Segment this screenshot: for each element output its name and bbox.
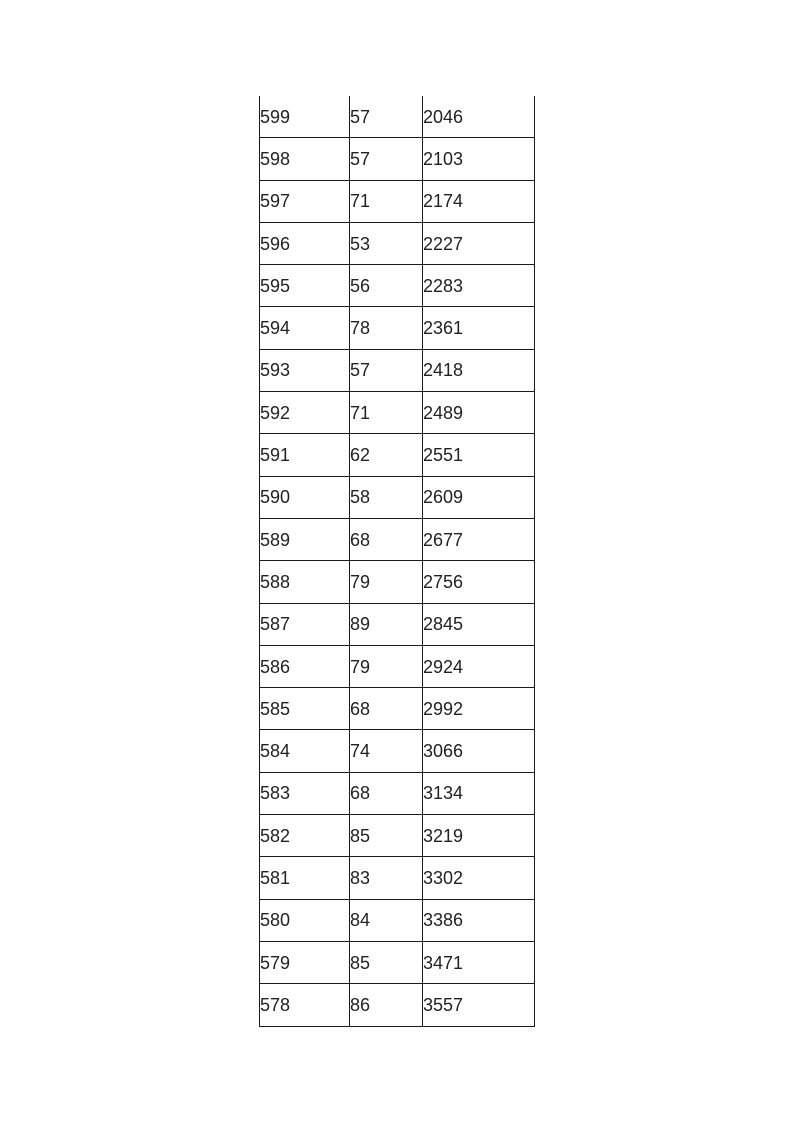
table-row	[260, 349, 535, 391]
table-row	[260, 984, 535, 1026]
count-cell: 79	[350, 645, 423, 687]
cumulative-cell: 3557	[423, 984, 535, 1026]
table-row	[260, 561, 535, 603]
count-cell: 85	[350, 815, 423, 857]
table-row	[260, 307, 535, 349]
cumulative-cell: 2361	[423, 307, 535, 349]
score-cell: 578	[260, 984, 350, 1026]
score-cell: 592	[260, 392, 350, 434]
cumulative-cell: 2845	[423, 603, 535, 645]
table-row	[260, 138, 535, 180]
table-row	[260, 857, 535, 899]
cumulative-cell: 2174	[423, 180, 535, 222]
cumulative-cell: 3066	[423, 730, 535, 772]
table-row	[260, 730, 535, 772]
score-cell: 581	[260, 857, 350, 899]
score-cell: 587	[260, 603, 350, 645]
score-cell: 580	[260, 899, 350, 941]
count-cell: 84	[350, 899, 423, 941]
count-cell: 71	[350, 180, 423, 222]
score-cell: 583	[260, 772, 350, 814]
table-row	[260, 815, 535, 857]
count-cell: 85	[350, 941, 423, 983]
table-row	[260, 265, 535, 307]
table-row	[260, 96, 535, 138]
count-cell: 74	[350, 730, 423, 772]
count-cell: 68	[350, 518, 423, 560]
count-cell: 71	[350, 392, 423, 434]
table-row	[260, 645, 535, 687]
score-table	[259, 96, 535, 1027]
score-cell: 599	[260, 96, 350, 138]
count-cell: 86	[350, 984, 423, 1026]
cumulative-cell: 2283	[423, 265, 535, 307]
score-cell: 597	[260, 180, 350, 222]
count-cell: 68	[350, 688, 423, 730]
score-cell: 582	[260, 815, 350, 857]
cumulative-cell: 2756	[423, 561, 535, 603]
table-row	[260, 603, 535, 645]
cumulative-cell: 2992	[423, 688, 535, 730]
score-cell: 595	[260, 265, 350, 307]
table-row	[260, 941, 535, 983]
cumulative-cell: 2489	[423, 392, 535, 434]
count-cell: 62	[350, 434, 423, 476]
table-row	[260, 180, 535, 222]
score-cell: 586	[260, 645, 350, 687]
score-cell: 585	[260, 688, 350, 730]
count-cell: 57	[350, 96, 423, 138]
count-cell: 68	[350, 772, 423, 814]
table-row	[260, 392, 535, 434]
score-cell: 579	[260, 941, 350, 983]
score-cell: 588	[260, 561, 350, 603]
score-cell: 589	[260, 518, 350, 560]
cumulative-cell: 2551	[423, 434, 535, 476]
score-cell: 596	[260, 222, 350, 264]
cumulative-cell: 2227	[423, 222, 535, 264]
score-cell: 590	[260, 476, 350, 518]
cumulative-cell: 3134	[423, 772, 535, 814]
count-cell: 78	[350, 307, 423, 349]
count-cell: 57	[350, 138, 423, 180]
cumulative-cell: 2418	[423, 349, 535, 391]
score-cell: 593	[260, 349, 350, 391]
cumulative-cell: 2677	[423, 518, 535, 560]
table-row	[260, 518, 535, 560]
cumulative-cell: 2103	[423, 138, 535, 180]
score-cell: 591	[260, 434, 350, 476]
count-cell: 56	[350, 265, 423, 307]
cumulative-cell: 3219	[423, 815, 535, 857]
cumulative-cell: 2609	[423, 476, 535, 518]
count-cell: 89	[350, 603, 423, 645]
table-row	[260, 772, 535, 814]
table-row	[260, 222, 535, 264]
count-cell: 83	[350, 857, 423, 899]
score-cell: 598	[260, 138, 350, 180]
cumulative-cell: 2046	[423, 96, 535, 138]
score-cell: 584	[260, 730, 350, 772]
table-row	[260, 688, 535, 730]
table-row	[260, 434, 535, 476]
count-cell: 57	[350, 349, 423, 391]
score-cell: 594	[260, 307, 350, 349]
count-cell: 79	[350, 561, 423, 603]
table-row	[260, 476, 535, 518]
count-cell: 53	[350, 222, 423, 264]
cumulative-cell: 2924	[423, 645, 535, 687]
table-body	[260, 96, 535, 1026]
count-cell: 58	[350, 476, 423, 518]
cumulative-cell: 3386	[423, 899, 535, 941]
cumulative-cell: 3302	[423, 857, 535, 899]
table-row	[260, 899, 535, 941]
cumulative-cell: 3471	[423, 941, 535, 983]
